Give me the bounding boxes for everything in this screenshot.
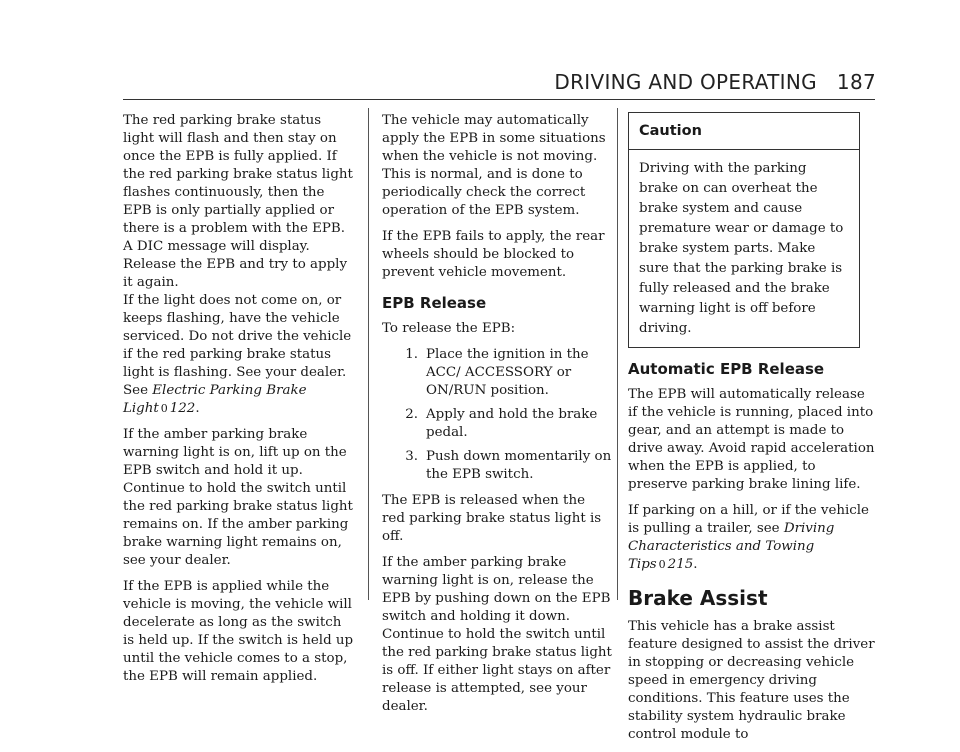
- paragraph: To release the EPB:: [382, 321, 516, 336]
- list-item: [382, 448, 612, 484]
- column-1: [123, 112, 355, 694]
- paragraph: If the EPB fails to apply, the rear wheels should be blocked to prevent vehicle movement.: [382, 229, 605, 280]
- section-title: DRIVING AND OPERATING: [554, 70, 817, 94]
- step-number: 1.: [405, 347, 418, 362]
- paragraph: The vehicle may automatically apply the EPB in some situations when the vehicle is not moving. This is normal, and is done to periodically check the correct operation of the EPB system.: [382, 113, 606, 218]
- step-text: Push down momentarily on the EPB switch.: [426, 449, 612, 482]
- reference-arrow-icon: 0: [658, 558, 666, 571]
- paragraph-end: .: [195, 401, 200, 416]
- paragraph: If the amber parking brake warning light is on, release the EPB by pushing down on the EPB switch and holding it down. Continue to hold the switch until the red parking brake status light is off. If either light stays on after release is attempted, see your dealer.: [382, 555, 612, 714]
- column-3: [628, 112, 876, 752]
- column-2: [382, 112, 612, 724]
- paragraph-end: .: [693, 557, 698, 572]
- caution-title: Caution: [629, 113, 859, 150]
- caution-box: [628, 112, 860, 348]
- step-number: 3.: [405, 449, 418, 464]
- caution-body: Driving with the parking brake on can overheat the brake system and cause premature wear or damage to brake system parts. Make sure that the parking brake is fully released and the brake warning light is off before driving.: [639, 161, 844, 336]
- list-item: [382, 406, 612, 442]
- paragraph: A DIC message will display. Release the EPB and try to apply it again.: [123, 239, 348, 290]
- section-heading-brake-assist: Brake Assist: [628, 586, 768, 610]
- reference-arrow-icon: 0: [160, 402, 168, 415]
- step-text: Place the ignition in the ACC/ ACCESSORY or ON/RUN position.: [426, 347, 589, 398]
- reference-title: Driving Characteristics and Towing Tips: [628, 521, 835, 572]
- paragraph: If the amber parking brake warning light is on, lift up on the EPB switch and hold it up. Continue to hold the switch until the red parking brake status light remains on. If the amber parking brake warning light remains on, see your dealer.: [123, 427, 353, 568]
- reference-title: Electric Parking Brake Light: [123, 383, 307, 416]
- paragraph: The EPB will automatically release if the vehicle is running, placed into gear, and an attempt is made to drive away. Avoid rapid acceleration when the EPB is applied, to preserve parking brake lining life.: [628, 387, 875, 492]
- column-divider-2: [617, 108, 618, 600]
- header-rule: [123, 99, 875, 100]
- section-heading-automatic-epb-release: Automatic EPB Release: [628, 360, 825, 378]
- paragraph: [123, 292, 355, 418]
- page-number: 187: [836, 70, 876, 94]
- reference-page: 215: [667, 557, 694, 572]
- step-text: Apply and hold the brake pedal.: [426, 407, 598, 440]
- reference-page: 122: [169, 401, 196, 416]
- paragraph: This vehicle has a brake assist feature designed to assist the driver in stopping or decreasing vehicle speed in emergency driving conditions. This feature uses the stability system hydraulic brake control module to: [628, 619, 875, 742]
- paragraph: If the EPB is applied while the vehicle is moving, the vehicle will decelerate as long as the switch is held up. If the switch is held up until the vehicle comes to a stop, the EPB will remain applied.: [123, 579, 354, 684]
- steps-list: [382, 346, 612, 484]
- paragraph: The red parking brake status light will flash and then stay on once the EPB is fully applied. If the red parking brake status light flashes continuously, then the EPB is only partially applied or there is a problem with the EPB.: [123, 113, 353, 236]
- list-item: [382, 346, 612, 400]
- paragraph-text: If the light does not come on, or keeps flashing, have the vehicle serviced. Do not drive the vehicle if the red parking brake status light is flashing. See your dealer. See: [123, 293, 352, 398]
- paragraph-text: If parking on a hill, or if the vehicle is pulling a trailer, see: [628, 503, 869, 536]
- paragraph: The EPB is released when the red parking brake status light is off.: [382, 493, 602, 544]
- section-heading-epb-release: EPB Release: [382, 294, 487, 312]
- step-number: 2.: [405, 407, 418, 422]
- page-header: [554, 70, 876, 94]
- paragraph: [628, 502, 876, 574]
- column-divider-1: [368, 108, 369, 600]
